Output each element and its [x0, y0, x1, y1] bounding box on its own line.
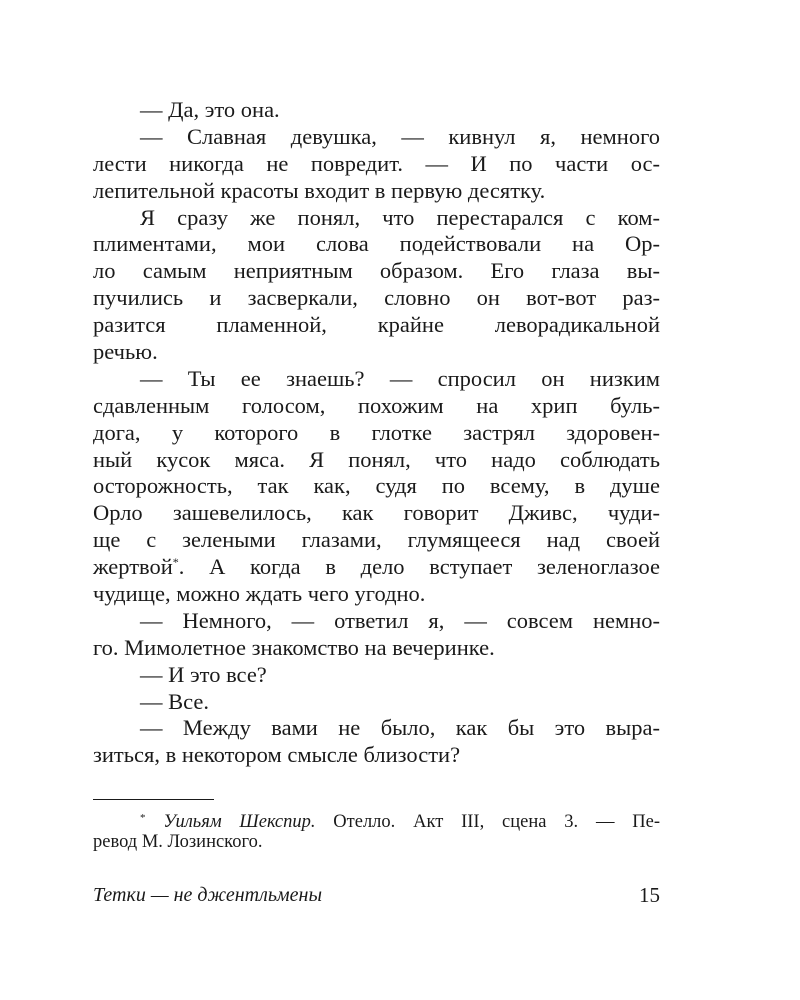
- text-fragment: жертвой: [93, 554, 173, 580]
- text-line: — Между вами не было, как бы это выра-: [140, 715, 660, 741]
- text-line: осторожность, так как, судя по всему, в душе: [93, 473, 660, 499]
- text-line: лепительной красоты входит в первую десятку.: [93, 177, 546, 203]
- text-line: — И это все?: [140, 661, 267, 687]
- text-line: речью.: [93, 339, 158, 365]
- text-line: ный кусок мяса. Я понял, что надо соблюдать: [93, 446, 660, 472]
- text-line: — Немного, — ответил я, — совсем немно-: [140, 607, 660, 633]
- footnote-text: Отелло. Акт III, сцена 3. — Пе-: [315, 812, 660, 832]
- footnote-line: [93, 806, 660, 830]
- text-line: лести никогда не повредит. — И по части ос-: [93, 150, 660, 176]
- text-line: пучились и засверкали, словно он вот-вот раз-: [93, 285, 660, 311]
- text-line: — Все.: [140, 688, 210, 714]
- text-line: — Да, это она.: [140, 97, 280, 122]
- footnote-marker: *: [140, 812, 146, 824]
- text-line: плиментами, мои слова подействовали на Ор-: [93, 231, 660, 257]
- text-line: разится пламенной, крайне леворадикальной: [93, 312, 660, 338]
- text-fragment: . А когда в дело вступает зеленоглазое: [178, 554, 660, 580]
- text-line: — Ты ее знаешь? — спросил он низким: [140, 365, 660, 391]
- footnote-divider: [93, 799, 214, 800]
- footnote-author: Уильям Шекспир.: [163, 812, 316, 832]
- footnote-ref[interactable]: *: [172, 555, 179, 570]
- text-line: го. Мимолетное знакомство на вечеринке.: [93, 634, 495, 660]
- book-title: Тетки — не джентльмены: [93, 884, 323, 906]
- running-footer: [93, 880, 660, 910]
- text-line: Орло зашевелилось, как говорит Дживс, чуди-: [93, 500, 660, 526]
- text-line: зиться, в некотором смысле близости?: [93, 742, 461, 768]
- footnote: [93, 806, 660, 854]
- text-line: ще с зелеными глазами, глумящееся над своей: [93, 527, 660, 553]
- text-line: Я сразу же понял, что перестарался с ком-: [140, 204, 660, 230]
- page-number: 15: [639, 883, 660, 907]
- text-line: [93, 554, 660, 581]
- text-line: сдавленным голосом, похожим на хрип буль-: [93, 392, 660, 418]
- text-line: — Славная девушка, — кивнул я, немного: [140, 123, 660, 149]
- text-line: ло самым неприятным образом. Его глаза вы-: [93, 258, 660, 284]
- body-text: [93, 97, 660, 769]
- text-line: чудище, можно ждать чего угодно.: [93, 581, 426, 607]
- text-line: дога, у которого в глотке застрял здоровен-: [93, 419, 660, 445]
- footnote-line: ревод М. Лозинского.: [93, 832, 263, 852]
